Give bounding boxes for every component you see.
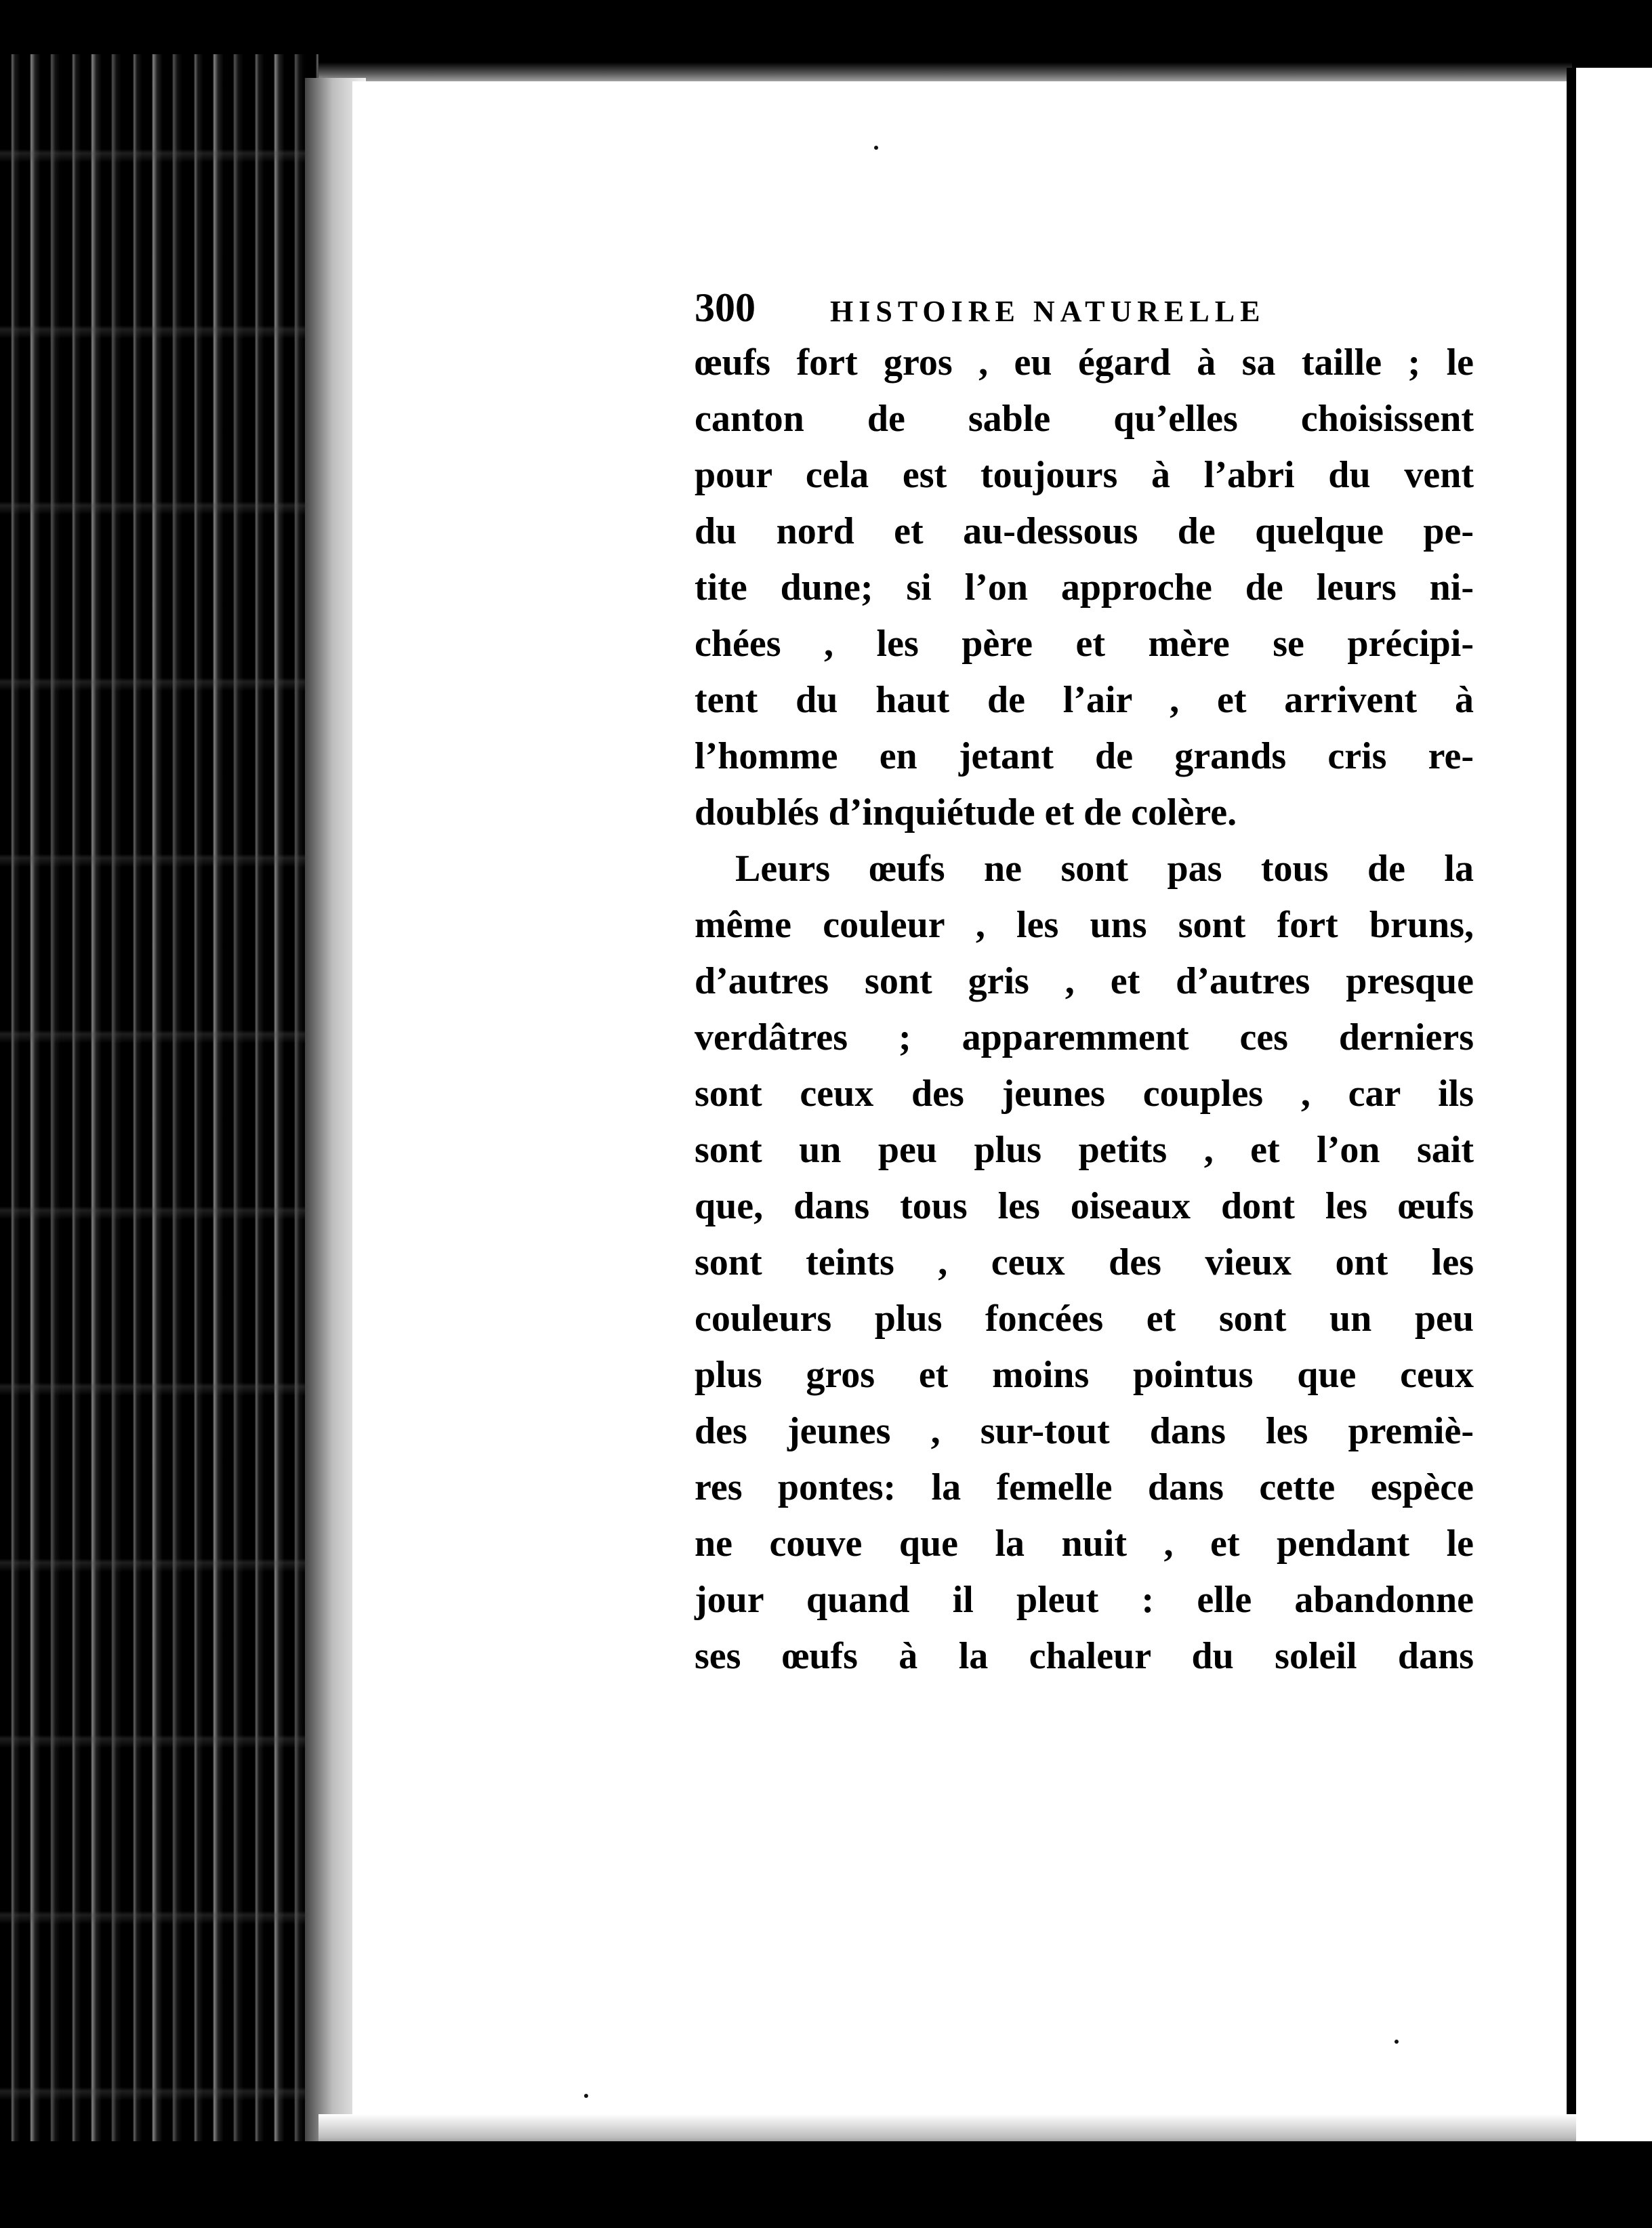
- page-right-edge: [1567, 68, 1576, 2182]
- text-line: verdâtres ; apparemment ces derniers: [695, 1016, 1474, 1058]
- ink-speck: [584, 2094, 588, 2098]
- ink-speck: [874, 146, 878, 150]
- text-line: d’autres sont gris , et d’autres presque: [695, 960, 1474, 1002]
- page-number: 300: [695, 285, 756, 330]
- ink-speck: [1395, 2040, 1399, 2044]
- text-line: couleurs plus foncées et sont un peu: [695, 1298, 1474, 1340]
- text-line: Leurs œufs ne sont pas tous de la: [735, 848, 1474, 890]
- text-line: que, dans tous les oiseaux dont les œufs: [695, 1185, 1474, 1227]
- scan-bottom-border: [0, 2141, 1652, 2228]
- text-line: même couleur , les uns sont fort bruns,: [695, 904, 1474, 946]
- text-line: sont un peu plus petits , et l’on sait: [695, 1129, 1474, 1171]
- book-binding-edge: [0, 54, 318, 2189]
- running-head: [695, 285, 1474, 328]
- text-line: sont ceux des jeunes couples , car ils: [695, 1073, 1474, 1115]
- text-line: plus gros et moins pointus que ceux: [695, 1354, 1474, 1396]
- facing-page-edge: [1576, 68, 1652, 2168]
- paragraph-1: [695, 335, 1474, 841]
- text-line: du nord et au-dessous de quelque pe-: [695, 510, 1474, 552]
- running-head-title: HISTOIRE NATURELLE: [830, 295, 1266, 328]
- text-line: ses œufs à la chaleur du soleil dans: [695, 1635, 1474, 1677]
- text-line: res pontes: la femelle dans cette espèce: [695, 1466, 1474, 1508]
- text-line: des jeunes , sur-tout dans les premiè-: [695, 1410, 1474, 1452]
- text-line: tite dune; si l’on approche de leurs ni-: [695, 566, 1474, 608]
- paragraph-2: [695, 841, 1474, 1685]
- text-line: jour quand il pleut : elle abandonne: [695, 1579, 1474, 1621]
- text-line: canton de sable qu’elles choisissent: [695, 398, 1474, 440]
- text-line: œufs fort gros , eu égard à sa taille ; le: [695, 342, 1474, 384]
- text-line: chées , les père et mère se précipi-: [695, 623, 1474, 665]
- text-line: ne couve que la nuit , et pendant le: [695, 1523, 1474, 1565]
- text-line: pour cela est toujours à l’abri du vent: [695, 454, 1474, 496]
- text-line: l’homme en jetant de grands cris re-: [695, 735, 1474, 777]
- page-text: [695, 285, 1474, 1685]
- text-line: sont teints , ceux des vieux ont les: [695, 1241, 1474, 1283]
- text-line: doublés d’inquiétude et de colère.: [695, 791, 1237, 833]
- text-line: tent du haut de l’air , et arrivent à: [695, 679, 1474, 721]
